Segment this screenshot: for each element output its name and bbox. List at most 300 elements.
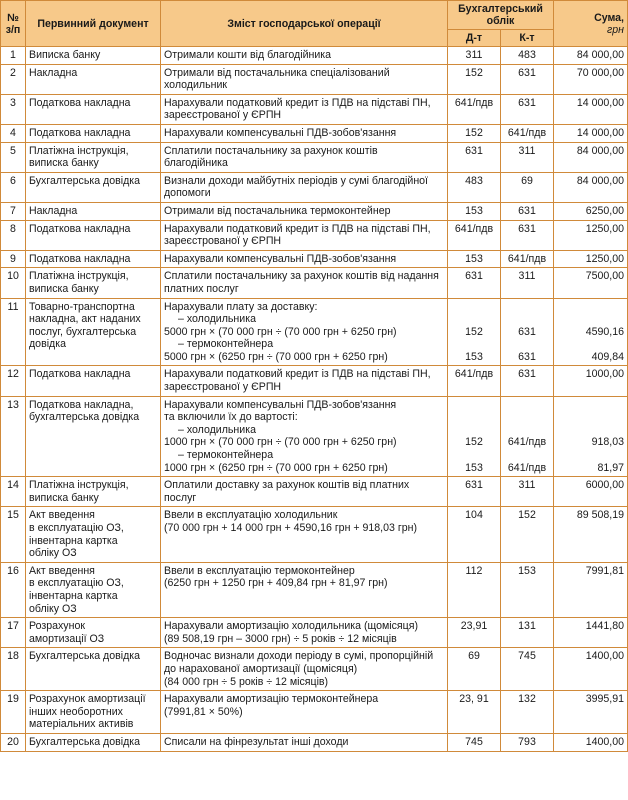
row-document-cell	[26, 691, 161, 734]
header-sum-label: Сума,	[594, 11, 624, 24]
row-sum-cell	[554, 268, 628, 298]
table-row	[1, 250, 628, 268]
row-sum-line	[557, 313, 624, 326]
row-sum-cell	[554, 250, 628, 268]
row-document-cell	[26, 366, 161, 396]
row-document-line: Виписка банку	[29, 49, 101, 61]
row-debit-line: 631	[465, 144, 483, 157]
row-content-line: Нарахували амортизацію термоконтейнера	[164, 693, 379, 706]
row-sum-line: 918,03	[591, 436, 624, 449]
row-content-cell	[161, 691, 448, 734]
row-credit-line: 132	[518, 693, 536, 706]
row-credit-cell	[501, 507, 554, 562]
table-row	[1, 648, 628, 691]
row-document-line: бухгалтерська довідка	[29, 411, 140, 424]
row-credit-line	[504, 424, 550, 437]
row-content-line: Нарахували плату за доставку:	[164, 300, 318, 313]
row-credit-cell	[501, 250, 554, 268]
row-content-line: – термоконтейнера	[178, 449, 274, 462]
table-row	[1, 268, 628, 298]
header-sum	[554, 1, 628, 47]
row-number-cell	[1, 64, 26, 94]
row-number-cell	[1, 94, 26, 124]
row-sum-line: 1000,00	[585, 368, 624, 381]
row-credit-cell	[501, 47, 554, 65]
row-content-line: Водночас визнали доходи періоду в сумі, пропорційній	[164, 650, 434, 663]
row-content-line: благодійника	[164, 157, 228, 170]
row-sum-cell	[554, 142, 628, 172]
row-content-line: – холодильника	[178, 313, 256, 326]
row-debit-cell	[448, 366, 501, 396]
row-sum-cell	[554, 691, 628, 734]
row-content-line: Нарахували амортизацію холодильника (щомісяця)	[164, 620, 419, 633]
table-row	[1, 691, 628, 734]
row-number: 8	[10, 222, 16, 235]
row-debit-line: 641/пдв	[454, 222, 494, 235]
row-document-line: Податкова накладна	[29, 368, 131, 381]
row-number-cell	[1, 562, 26, 617]
row-number: 16	[7, 564, 19, 577]
row-debit-line: 311	[465, 49, 483, 61]
row-content-cell	[161, 94, 448, 124]
row-credit-line: 631	[518, 96, 536, 109]
row-sum-cell	[554, 366, 628, 396]
row-debit-cell	[448, 268, 501, 298]
row-number-cell	[1, 268, 26, 298]
row-debit-line	[451, 301, 497, 314]
row-debit-cell	[448, 298, 501, 366]
row-sum-cell	[554, 124, 628, 142]
row-debit-cell	[448, 142, 501, 172]
row-content-cell	[161, 562, 448, 617]
row-sum-cell	[554, 172, 628, 202]
row-credit-line: 641/пдв	[507, 252, 547, 265]
row-number-cell	[1, 477, 26, 507]
row-credit-line: 311	[518, 479, 536, 492]
row-content-line: Списали на фінрезультат інші доходи	[164, 735, 349, 748]
row-sum-line: 7500,00	[585, 270, 624, 283]
table-row	[1, 298, 628, 366]
row-credit-cell	[501, 691, 554, 734]
row-credit-cell	[501, 477, 554, 507]
row-content-line: зареєстрованої у ЄРПН	[164, 381, 282, 394]
row-content-cell	[161, 64, 448, 94]
row-sum-cell	[554, 94, 628, 124]
table-row	[1, 142, 628, 172]
header-debit: Д-т	[448, 30, 501, 47]
row-document-line: виписка банку	[29, 491, 99, 504]
row-credit-line: 483	[518, 49, 536, 61]
row-debit-line	[451, 338, 497, 351]
table-row	[1, 124, 628, 142]
row-content-line: 5000 грн × (6250 грн ÷ (70 000 грн + 6250 грн)	[164, 350, 388, 363]
row-debit-cell	[448, 618, 501, 648]
row-number: 2	[10, 66, 16, 79]
row-credit-line: 69	[521, 174, 533, 187]
row-content-line: Оплатили доставку за рахунок коштів від платних	[164, 479, 410, 492]
header-document: Первинний документ	[26, 1, 161, 47]
row-sum-cell	[554, 298, 628, 366]
row-credit-line: 631	[518, 350, 536, 363]
row-number-cell	[1, 142, 26, 172]
row-sum-cell	[554, 648, 628, 691]
row-content-line: Отримали кошти від благодійника	[164, 49, 332, 61]
row-credit-line: 793	[518, 735, 536, 748]
row-credit-line	[504, 399, 550, 412]
row-credit-cell	[501, 648, 554, 691]
row-content-line: Отримали від постачальника термоконтейнер	[164, 204, 391, 217]
row-sum-line: 14 000,00	[576, 96, 624, 109]
row-debit-cell	[448, 477, 501, 507]
row-debit-cell	[448, 733, 501, 751]
row-content-line: 1000 грн × (70 000 грн ÷ (70 000 грн + 6250 грн)	[164, 436, 397, 449]
row-credit-line: 641/пдв	[507, 436, 547, 449]
row-credit-line	[504, 313, 550, 326]
row-content-line: (7991,81 × 50%)	[164, 705, 243, 718]
row-document-line: Бухгалтерська довідка	[29, 174, 141, 187]
row-number-cell	[1, 298, 26, 366]
row-content-line: (89 508,19 грн – 3000 грн) ÷ 5 років ÷ 12 місяців	[164, 632, 397, 645]
row-content-cell	[161, 648, 448, 691]
row-sum-line: 6250,00	[585, 204, 624, 217]
row-number: 14	[7, 479, 19, 492]
row-debit-line: 23,91	[460, 620, 488, 633]
row-number: 15	[7, 509, 19, 522]
row-debit-cell	[448, 691, 501, 734]
row-sum-line	[557, 424, 624, 437]
row-content-line: допомоги	[164, 187, 211, 200]
row-number-cell	[1, 733, 26, 751]
row-debit-line: 152	[465, 126, 483, 139]
row-document-line: Податкова накладна	[29, 96, 131, 109]
row-document-cell	[26, 618, 161, 648]
row-content-line: зареєстрованої у ЄРПН	[164, 235, 282, 248]
table-row	[1, 366, 628, 396]
row-sum-cell	[554, 618, 628, 648]
row-debit-cell	[448, 202, 501, 220]
row-sum-line	[557, 301, 624, 314]
row-content-cell	[161, 124, 448, 142]
row-debit-line: 631	[465, 270, 483, 283]
row-content-line: 1000 грн × (6250 грн ÷ (70 000 грн + 6250 грн)	[164, 461, 388, 474]
row-content-line: платних послуг	[164, 282, 239, 295]
row-credit-line: 631	[518, 66, 536, 79]
row-credit-line: 311	[518, 270, 536, 283]
row-sum-line: 1400,00	[585, 650, 624, 663]
row-document-line: Акт введення	[29, 509, 95, 522]
table-row	[1, 562, 628, 617]
row-sum-cell	[554, 507, 628, 562]
row-document-line: послуг, бухгалтерська	[29, 325, 137, 338]
row-number-cell	[1, 220, 26, 250]
row-credit-cell	[501, 298, 554, 366]
row-document-line: Податкова накладна	[29, 252, 131, 265]
row-document-line: матеріальних активів	[29, 718, 134, 731]
row-document-line: Розрахунок амортизації	[29, 693, 146, 706]
row-sum-line: 89 508,19	[576, 509, 624, 522]
row-document-cell	[26, 47, 161, 65]
row-sum-cell	[554, 64, 628, 94]
row-content-line: – холодильника	[178, 423, 256, 436]
row-document-line: обліку ОЗ	[29, 602, 77, 615]
row-number-cell	[1, 124, 26, 142]
row-sum-line: 1250,00	[585, 222, 624, 235]
row-document-line: Бухгалтерська довідка	[29, 650, 141, 663]
row-document-line: Платіжна інструкція,	[29, 479, 129, 492]
row-debit-line: 745	[465, 735, 483, 748]
row-sum-cell	[554, 47, 628, 65]
row-number: 6	[10, 174, 16, 187]
row-number: 9	[10, 252, 16, 265]
row-debit-cell	[448, 47, 501, 65]
row-content-cell	[161, 507, 448, 562]
row-document-line: в експлуатацію ОЗ,	[29, 577, 124, 590]
row-content-cell	[161, 250, 448, 268]
row-debit-line: 641/пдв	[454, 368, 494, 381]
row-sum-line	[557, 449, 624, 462]
row-number-cell	[1, 366, 26, 396]
row-debit-line: 152	[465, 436, 483, 449]
row-document-cell	[26, 648, 161, 691]
row-document-line: виписка банку	[29, 282, 99, 295]
row-sum-line: 6000,00	[585, 479, 624, 492]
row-debit-line: 23, 91	[459, 693, 489, 706]
row-sum-cell	[554, 396, 628, 477]
header-content: Зміст господарської операції	[161, 1, 448, 47]
row-number-cell	[1, 172, 26, 202]
row-content-line: Нарахували компенсувальні ПДВ-зобов'язання	[164, 252, 397, 265]
row-sum-line: 14 000,00	[576, 126, 624, 139]
row-content-cell	[161, 733, 448, 751]
row-debit-cell	[448, 220, 501, 250]
row-document-cell	[26, 396, 161, 477]
table-row	[1, 94, 628, 124]
header-credit: К-т	[501, 30, 554, 47]
row-number: 1	[10, 49, 16, 61]
row-number: 10	[7, 270, 19, 283]
row-content-line: Нарахували податковий кредит із ПДВ на підставі ПН,	[164, 222, 431, 235]
row-content-cell	[161, 220, 448, 250]
row-content-cell	[161, 396, 448, 477]
row-content-cell	[161, 202, 448, 220]
row-document-cell	[26, 202, 161, 220]
row-content-cell	[161, 366, 448, 396]
row-credit-cell	[501, 220, 554, 250]
row-credit-cell	[501, 94, 554, 124]
row-sum-cell	[554, 477, 628, 507]
row-sum-line	[557, 399, 624, 412]
table-row	[1, 47, 628, 65]
row-number-cell	[1, 396, 26, 477]
row-number-cell	[1, 691, 26, 734]
row-content-cell	[161, 298, 448, 366]
row-credit-cell	[501, 366, 554, 396]
row-content-cell	[161, 47, 448, 65]
row-content-line: – термоконтейнера	[178, 338, 274, 351]
table-row	[1, 220, 628, 250]
row-debit-line: 153	[465, 204, 483, 217]
row-debit-cell	[448, 172, 501, 202]
row-debit-line: 153	[465, 461, 483, 474]
row-credit-line: 152	[518, 509, 536, 522]
row-content-line: холодильник	[164, 79, 227, 92]
row-number: 19	[7, 693, 19, 706]
row-content-line: до нарахованої амортизації (щомісяця)	[164, 662, 358, 675]
row-number: 12	[7, 368, 19, 381]
row-document-line: Товарно-транспортна	[29, 300, 135, 313]
row-debit-cell	[448, 648, 501, 691]
row-document-line: Накладна	[29, 66, 78, 79]
row-debit-line: 483	[465, 174, 483, 187]
row-content-line: Ввели в експлуатацію термоконтейнер	[164, 564, 355, 577]
row-document-cell	[26, 124, 161, 142]
row-number-cell	[1, 648, 26, 691]
row-document-cell	[26, 507, 161, 562]
row-debit-line: 153	[465, 252, 483, 265]
row-document-line: в експлуатацію ОЗ,	[29, 522, 124, 534]
row-credit-line: 631	[518, 222, 536, 235]
row-debit-line	[451, 399, 497, 412]
row-credit-line: 631	[518, 368, 536, 381]
row-sum-line: 84 000,00	[576, 144, 624, 157]
row-document-cell	[26, 298, 161, 366]
row-sum-line: 84 000,00	[576, 174, 624, 187]
row-document-cell	[26, 94, 161, 124]
row-credit-line: 641/пдв	[507, 126, 547, 139]
row-credit-line	[504, 411, 550, 424]
row-credit-cell	[501, 202, 554, 220]
row-debit-cell	[448, 124, 501, 142]
row-content-cell	[161, 172, 448, 202]
row-content-line: (84 000 грн ÷ 5 років ÷ 12 місяців)	[164, 675, 329, 688]
row-debit-cell	[448, 507, 501, 562]
row-sum-cell	[554, 562, 628, 617]
row-document-cell	[26, 220, 161, 250]
row-document-line: накладна, акт наданих	[29, 313, 141, 326]
row-document-line: Податкова накладна	[29, 222, 131, 235]
row-content-line: Визнали доходи майбутніх періодів у сумі благодійної	[164, 174, 429, 187]
row-document-cell	[26, 268, 161, 298]
row-debit-line: 641/пдв	[454, 96, 494, 109]
header-number: № з/п	[1, 1, 26, 47]
row-sum-line: 7991,81	[585, 564, 624, 577]
header-accounting: Бухгалтерський облік	[448, 1, 554, 30]
row-credit-line: 631	[518, 325, 536, 338]
table-row	[1, 202, 628, 220]
row-content-line: Нарахували компенсувальні ПДВ-зобов'язання	[164, 398, 397, 411]
row-sum-cell	[554, 733, 628, 751]
row-content-cell	[161, 477, 448, 507]
row-debit-cell	[448, 94, 501, 124]
row-document-cell	[26, 142, 161, 172]
row-content-line: послуг	[164, 491, 197, 504]
row-number-cell	[1, 47, 26, 65]
row-sum-line: 1250,00	[585, 252, 624, 265]
row-number-cell	[1, 507, 26, 562]
row-credit-line	[504, 449, 550, 462]
row-sum-line: 70 000,00	[576, 66, 624, 79]
row-number: 3	[10, 96, 16, 109]
row-document-line: інших необоротних	[29, 705, 123, 718]
row-document-line: амортизації ОЗ	[29, 632, 105, 645]
row-debit-line	[451, 424, 497, 437]
row-document-line: Податкова накладна,	[29, 398, 134, 411]
row-sum-line: 84 000,00	[576, 49, 624, 61]
row-number: 17	[7, 620, 19, 633]
row-content-line: 5000 грн × (70 000 грн ÷ (70 000 грн + 6250 грн)	[164, 325, 397, 338]
row-debit-line: 112	[465, 564, 483, 577]
row-document-line: Бухгалтерська довідка	[29, 735, 141, 748]
row-credit-line: 153	[518, 564, 536, 577]
row-document-cell	[26, 250, 161, 268]
row-sum-line: 3995,91	[585, 693, 624, 706]
table-row	[1, 507, 628, 562]
row-document-cell	[26, 64, 161, 94]
row-document-line: Розрахунок	[29, 620, 85, 633]
row-debit-cell	[448, 250, 501, 268]
row-content-line: та включили їх до вартості:	[164, 411, 298, 424]
row-debit-cell	[448, 64, 501, 94]
row-credit-cell	[501, 733, 554, 751]
row-credit-cell	[501, 142, 554, 172]
row-debit-line: 152	[465, 66, 483, 79]
table-row	[1, 618, 628, 648]
row-sum-line: 1441,80	[585, 620, 624, 633]
row-document-line: виписка банку	[29, 157, 99, 170]
row-number: 7	[10, 204, 16, 217]
row-sum-line: 81,97	[597, 461, 624, 474]
row-credit-line	[504, 301, 550, 314]
row-content-cell	[161, 142, 448, 172]
row-credit-cell	[501, 562, 554, 617]
row-content-line: Ввели в експлуатацію холодильник	[164, 509, 338, 522]
row-content-line: Нарахували податковий кредит із ПДВ на підставі ПН,	[164, 96, 431, 109]
row-debit-cell	[448, 396, 501, 477]
table-row	[1, 396, 628, 477]
row-number-cell	[1, 618, 26, 648]
row-content-line: Отримали від постачальника спеціалізований	[164, 66, 390, 79]
row-document-line: інвентарна картка	[29, 534, 118, 547]
row-credit-cell	[501, 124, 554, 142]
row-debit-cell	[448, 562, 501, 617]
row-number: 11	[7, 300, 19, 313]
row-content-line: (6250 грн + 1250 грн + 409,84 грн + 81,97 грн)	[164, 577, 388, 590]
row-document-line: обліку ОЗ	[29, 547, 77, 560]
header-sum-unit: грн	[607, 23, 624, 36]
row-number: 20	[7, 735, 19, 748]
row-credit-cell	[501, 396, 554, 477]
row-number: 18	[7, 650, 19, 663]
row-credit-line: 641/пдв	[507, 461, 547, 474]
row-credit-line: 631	[518, 204, 536, 217]
row-document-line: Акт введення	[29, 564, 95, 577]
row-document-cell	[26, 477, 161, 507]
row-debit-line: 153	[465, 350, 483, 363]
row-credit-line	[504, 338, 550, 351]
row-content-line: Нарахували компенсувальні ПДВ-зобов'язання	[164, 126, 397, 139]
row-credit-line: 311	[518, 144, 536, 157]
row-credit-line: 745	[518, 650, 536, 663]
row-debit-line	[451, 411, 497, 424]
row-document-cell	[26, 172, 161, 202]
row-debit-line	[451, 449, 497, 462]
row-credit-cell	[501, 618, 554, 648]
row-content-line: Сплатили постачальнику за рахунок коштів від надання	[164, 270, 439, 283]
row-content-line: Сплатили постачальнику за рахунок коштів	[164, 144, 378, 157]
row-sum-line: 4590,16	[585, 325, 624, 338]
row-content-line: зареєстрованої у ЄРПН	[164, 109, 282, 122]
row-number-cell	[1, 250, 26, 268]
